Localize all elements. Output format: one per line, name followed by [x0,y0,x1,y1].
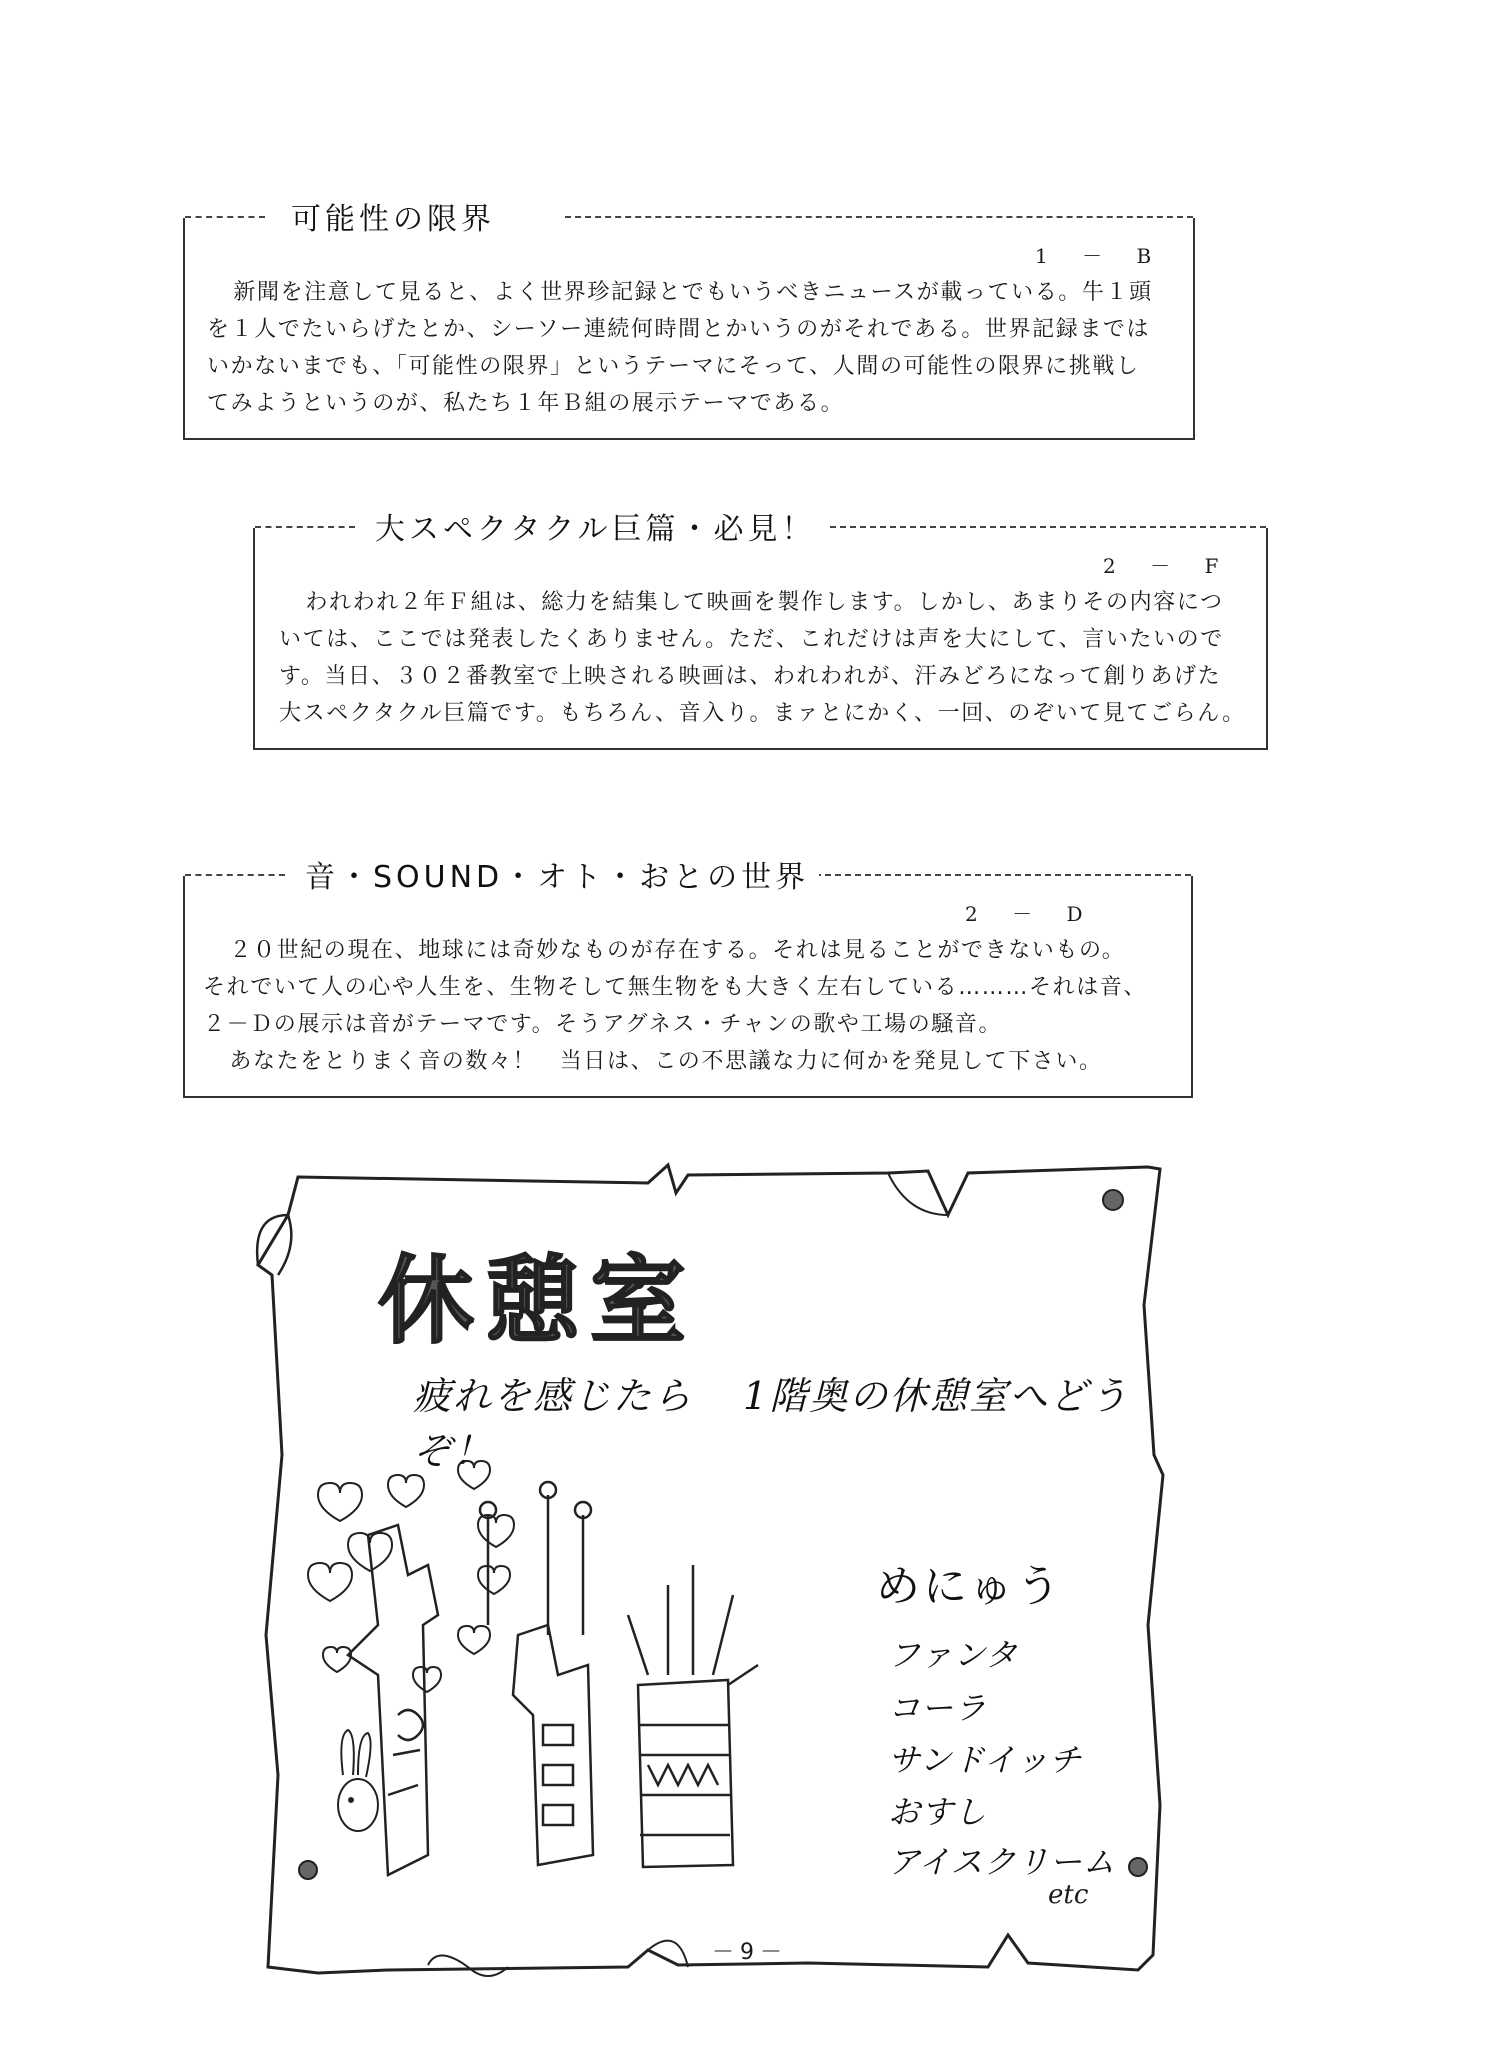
article-line: す。当日、３０２番教室で上映される映画は、われわれが、汗みどろになって創りあげた [279,664,1222,689]
article-heading: 音・SOUND・オト・おとの世界 [295,852,819,896]
box-top-border [805,874,1191,876]
class-label: 2 － F [1103,554,1233,578]
menu-item: おすし [888,1793,988,1831]
tree-drawing [628,1565,758,1867]
article-heading: 大スペクタクル巨篇・必見！ [365,504,826,548]
class-label: 2 － D [965,902,1097,926]
article-heading: 可能性の限界 [281,194,505,238]
article-box-2f [253,512,1268,750]
menu-item: サンドイッチ [888,1741,1083,1779]
rest-room-title: 休憩室 [378,1244,696,1357]
class-label: 1 － B [1035,244,1166,268]
rabbit-icon [338,1730,378,1831]
article-line: あなたをとりまく音の数々！ 当日は、この不思議な力に何かを発見して下さい。 [229,1049,1103,1074]
pin-icon [1129,1858,1147,1876]
heart-icons [308,1461,514,1692]
article-body [203,932,1188,1080]
article-line: ２０世紀の現在、地球には奇妙なものが存在する。それは見ることができないもの。 [229,938,1126,963]
menu-title: めにゅう [876,1561,1064,1612]
tree-drawing [480,1482,593,1865]
menu-item: アイスクリーム [888,1843,1116,1881]
box-top-border [800,526,1266,528]
menu-item: ファンタ [888,1636,1019,1674]
article-line: いかないまでも、「可能性の限界」というテーマにそって、人間の可能性の限界に挑戦し [207,354,1140,379]
article-line: いては、ここでは発表したくありません。ただ、これだけは声を大にして、言いたいので [279,627,1224,652]
article-line: を１人でたいらげたとか、シーソー連続何時間とかいうのがそれである。世界記録までは [207,317,1151,342]
menu-item: コーラ [888,1689,988,1727]
article-line: 新聞を注意して見ると、よく世界珍記録とでもいうべきニュースが載っている。牛１頭 [233,280,1153,305]
article-line: それでいて人の心や人生を、生物そして無生物をも大きく左右している………それは音、 [203,975,1148,1000]
menu-etc: etc [1048,1880,1089,1910]
article-box-2d [183,860,1193,1098]
page-number: －9－ [712,1940,788,1965]
rest-room-message-part: 疲れを感じたら [413,1374,694,1418]
rest-room-message-part: 1階奥の休憩室へどうぞ！ [413,1374,1130,1473]
article-body [207,274,1187,422]
pin-icon [299,1861,317,1879]
article-body [279,584,1264,732]
rest-room-message [413,1365,1208,1475]
article-line: てみようというのが、私たち１年Ｂ組の展示テーマである。 [207,391,845,416]
box-top-border [565,216,1193,218]
rest-room-poster [248,1155,1208,2025]
article-box-1b [183,202,1195,440]
article-line: 大スペクタクル巨篇です。もちろん、音入り。まァとにかく、一回、のぞいて見てごらん。 [279,701,1246,726]
pin-icon [1103,1190,1123,1210]
box-top-border [185,216,265,218]
article-line: われわれ２年Ｆ組は、総力を結集して映画を製作します。しかし、あまりその内容につ [305,590,1224,615]
box-top-border [255,526,355,528]
article-line: ２－Ｄの展示は音がテーマです。そうアグネス・チャンの歌や工場の騒音。 [203,1012,1003,1037]
box-top-border [185,874,285,876]
tree-drawing [348,1525,438,1875]
